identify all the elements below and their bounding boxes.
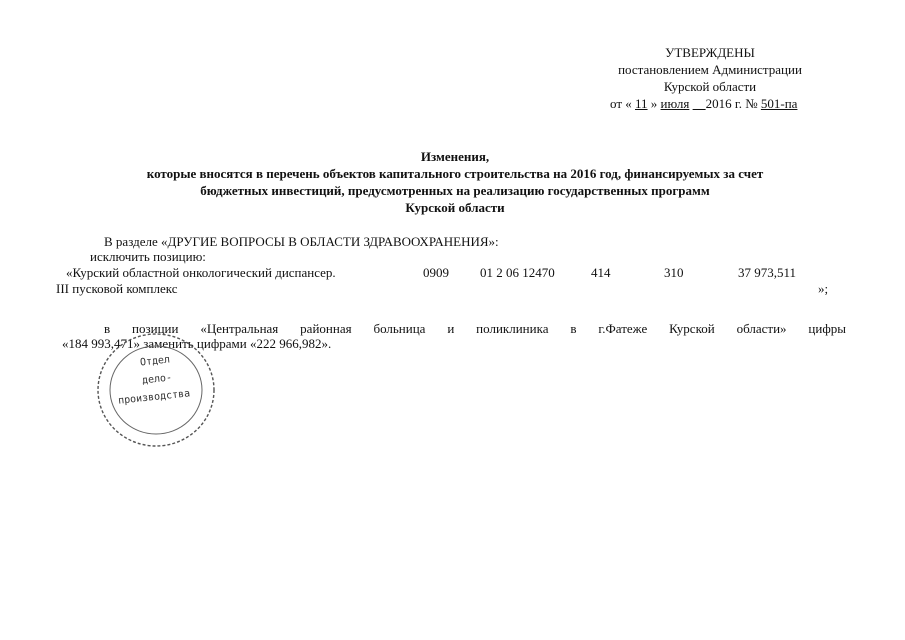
approval-line-1: постановлением Администрации [618,62,802,77]
stamp-line-3: производства [117,388,191,407]
title-line-3: Курской области [405,200,505,215]
date-day: 11 [635,96,648,111]
exclude-label: исключить позицию: [90,249,206,264]
row-code-3: 414 [591,265,611,280]
stamp-line-2: дело- [141,372,173,387]
row-code-4: 310 [664,265,684,280]
row-end: »; [818,281,829,296]
date-underline-spacer [693,96,706,111]
row-code-1: 0909 [423,265,449,280]
title-line-1: которые вносятся в перечень объектов капитального строительства на 2016 год, финансируемых за счет [146,166,764,181]
approval-line-2: Курской области [663,79,757,94]
change-line-2: «184 993,471» заменить цифрами «222 966,982». [62,336,332,351]
stamp-line-1: Отдел [139,354,171,369]
date-mid: » [650,96,658,111]
row-amount: 37 973,511 [738,265,797,280]
approval-date-line [520,95,900,112]
office-stamp [92,328,220,452]
date-prefix: от « [610,96,632,111]
document-number: 501-па [760,96,798,111]
change-line-1: в позиции «Центральная районная больница и поликлиника в г.Фатеже Курской области» цифры [104,321,846,336]
title-line-2: бюджетных инвестиций, предусмотренных на реализацию государственных программ [200,183,710,198]
row-code-2: 01 2 06 12470 [480,265,555,280]
document-title [60,148,850,216]
row-name-2: III пусковой комплекс [56,281,178,296]
approval-block [520,44,900,112]
date-year: 2016 г. № [705,96,758,111]
approval-title: УТВЕРЖДЕНЫ [665,45,755,60]
section-intro: В разделе «ДРУГИЕ ВОПРОСЫ В ОБЛАСТИ ЗДРАВООХРАНЕНИЯ»: [104,234,499,249]
stamp-seal [92,328,220,452]
date-month: июля [660,96,690,111]
title-heading: Изменения, [420,149,490,164]
row-name: «Курский областной онкологический диспансер. [66,265,336,280]
